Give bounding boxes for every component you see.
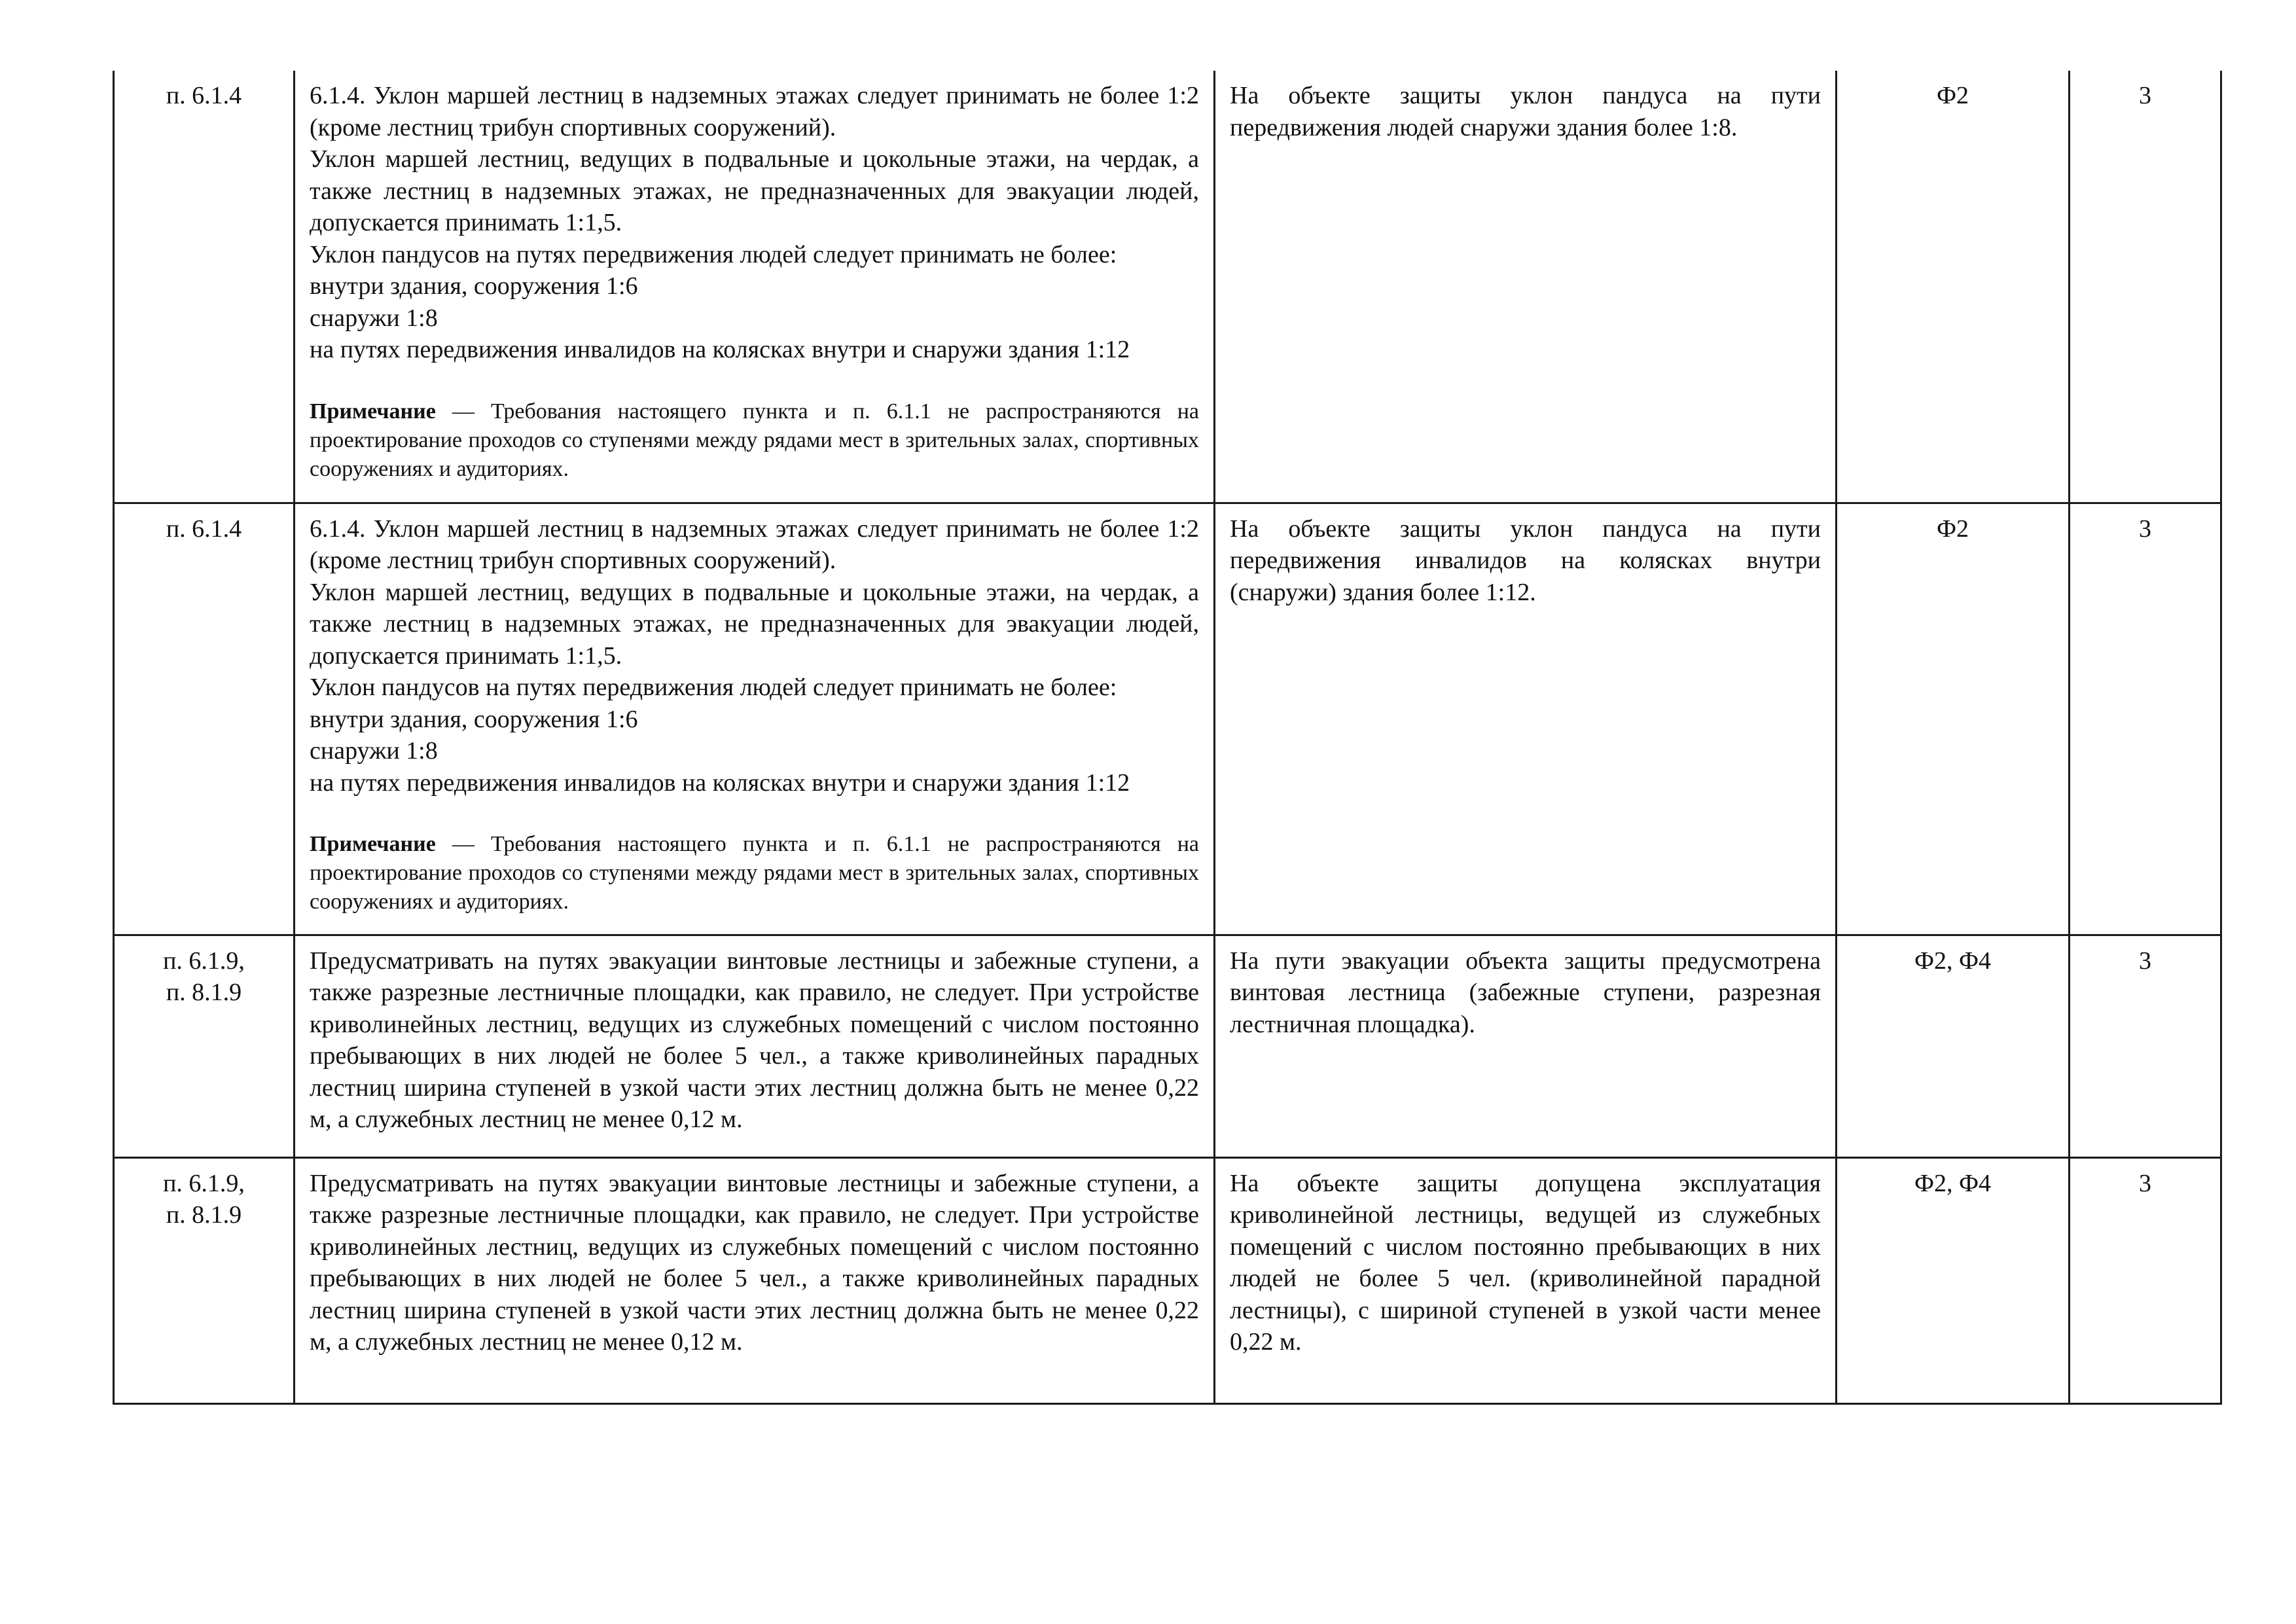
requirement-paragraph: внутри здания, сооружения 1:6: [310, 705, 638, 733]
count-text: 3: [2139, 82, 2151, 109]
reference-text: п. 6.1.4: [166, 514, 242, 543]
class-cell: [1837, 935, 2070, 1157]
requirement-paragraph: снаружи 1:8: [310, 737, 438, 765]
violation-text: На объекте защиты уклон пандуса на пути передвижения инвалидов на колясках внутри (снаружи) здания более 1:12.: [1230, 514, 1821, 606]
count-text: 3: [2139, 514, 2151, 543]
table-row: [114, 1157, 2221, 1403]
table-row: [114, 503, 2221, 935]
requirement-paragraph: на путях передвижения инвалидов на колясках внутри и снаружи здания 1:12: [310, 336, 1130, 363]
table-row: [114, 71, 2221, 503]
reference-text: п. 8.1.9: [166, 1201, 242, 1229]
requirement-cell: [295, 1157, 1215, 1403]
reference-text: п. 6.1.9,: [163, 1169, 245, 1197]
requirements-table: [113, 71, 2222, 1405]
reference-cell: [114, 935, 295, 1157]
note-text: — Требования настоящего пункта и п. 6.1.1 не распространяются на проектирование проходов со ступенями между рядами мест в зрительных залах, спортивных сооружениях и аудиториях.: [310, 832, 1199, 914]
requirement-paragraph: 6.1.4. Уклон маршей лестниц в надземных этажах следует принимать не более 1:2 (кроме лестниц трибун спортивных сооружений).: [310, 82, 1199, 141]
note-label: Примечание: [310, 399, 436, 424]
requirement-paragraph: Уклон пандусов на путях передвижения людей следует принимать не более:: [310, 674, 1117, 701]
reference-text: п. 6.1.4: [166, 82, 242, 109]
count-cell: [2070, 503, 2221, 935]
violation-cell: [1215, 71, 1837, 503]
note-text: — Требования настоящего пункта и п. 6.1.1 не распространяются на проектирование проходов со ступенями между рядами мест в зрительных залах, спортивных сооружениях и аудиториях.: [310, 399, 1199, 481]
requirement-paragraph: Предусматривать на путях эвакуации винтовые лестницы и забежные ступени, а также разрезные лестничные площадки, как правило, не следует. При устройстве криволинейных лестниц, ведущих из служебных помещений с числом постоянно пребывающих в них людей не более 5 чел., а также криволинейных парадных лестниц ширина ступеней в узкой части этих лестниц должна быть не менее 0,22 м, а служебных лестниц не менее 0,12 м.: [310, 947, 1199, 1133]
requirement-paragraph: 6.1.4. Уклон маршей лестниц в надземных этажах следует принимать не более 1:2 (кроме лестниц трибун спортивных сооружений).: [310, 514, 1199, 574]
requirement-paragraph: Предусматривать на путях эвакуации винтовые лестницы и забежные ступени, а также разрезные лестничные площадки, как правило, не следует. При устройстве криволинейных лестниц, ведущих из служебных помещений с числом постоянно пребывающих в них людей не более 5 чел., а также криволинейных парадных лестниц ширина ступеней в узкой части этих лестниц должна быть не менее 0,22 м, а служебных лестниц не менее 0,12 м.: [310, 1169, 1199, 1356]
table-row: [114, 935, 2221, 1157]
violation-cell: [1215, 935, 1837, 1157]
class-text: Ф2, Ф4: [1914, 1169, 1992, 1197]
class-text: Ф2: [1936, 514, 1969, 543]
reference-cell: [114, 1157, 295, 1403]
violation-text: На объекте защиты допущена эксплуатация криволинейной лестницы, ведущей из служебных помещений с числом постоянно пребывающих в них людей не более 5 чел. (криволинейной парадной лестницы), с шириной ступеней в узкой части менее 0,22 м.: [1230, 1169, 1821, 1356]
note-label: Примечание: [310, 832, 436, 856]
requirement-paragraph: снаружи 1:8: [310, 304, 438, 332]
requirement-cell: [295, 71, 1215, 503]
reference-cell: [114, 503, 295, 935]
violation-cell: [1215, 503, 1837, 935]
note: [310, 830, 1199, 916]
reference-cell: [114, 71, 295, 503]
violation-text: На пути эвакуации объекта защиты предусмотрена винтовая лестница (забежные ступени, разрезная лестничная площадка).: [1230, 947, 1821, 1038]
requirement-paragraph: Уклон маршей лестниц, ведущих в подвальные и цокольные этажи, на чердак, а также лестниц в надземных этажах, не предназначенных для эвакуации людей, допускается принимать 1:1,5.: [310, 145, 1199, 236]
requirement-paragraph: Уклон пандусов на путях передвижения людей следует принимать не более:: [310, 240, 1117, 268]
violation-cell: [1215, 1157, 1837, 1403]
count-text: 3: [2139, 1169, 2151, 1197]
requirement-paragraph: внутри здания, сооружения 1:6: [310, 272, 638, 300]
requirement-paragraph: на путях передвижения инвалидов на колясках внутри и снаружи здания 1:12: [310, 768, 1130, 797]
class-text: Ф2: [1936, 82, 1969, 109]
requirement-paragraph: Уклон маршей лестниц, ведущих в подвальные и цокольные этажи, на чердак, а также лестниц в надземных этажах, не предназначенных для эвакуации людей, допускается принимать 1:1,5.: [310, 578, 1199, 670]
class-cell: [1837, 503, 2070, 935]
count-cell: [2070, 71, 2221, 503]
requirement-cell: [295, 503, 1215, 935]
count-cell: [2070, 935, 2221, 1157]
class-cell: [1837, 1157, 2070, 1403]
count-cell: [2070, 1157, 2221, 1403]
class-cell: [1837, 71, 2070, 503]
reference-text: п. 6.1.9,: [163, 947, 245, 975]
count-text: 3: [2139, 947, 2151, 975]
class-text: Ф2, Ф4: [1914, 947, 1992, 975]
requirement-cell: [295, 935, 1215, 1157]
violation-text: На объекте защиты уклон пандуса на пути передвижения людей снаружи здания более 1:8.: [1230, 82, 1821, 141]
note: [310, 397, 1199, 484]
reference-text: п. 8.1.9: [166, 979, 242, 1006]
